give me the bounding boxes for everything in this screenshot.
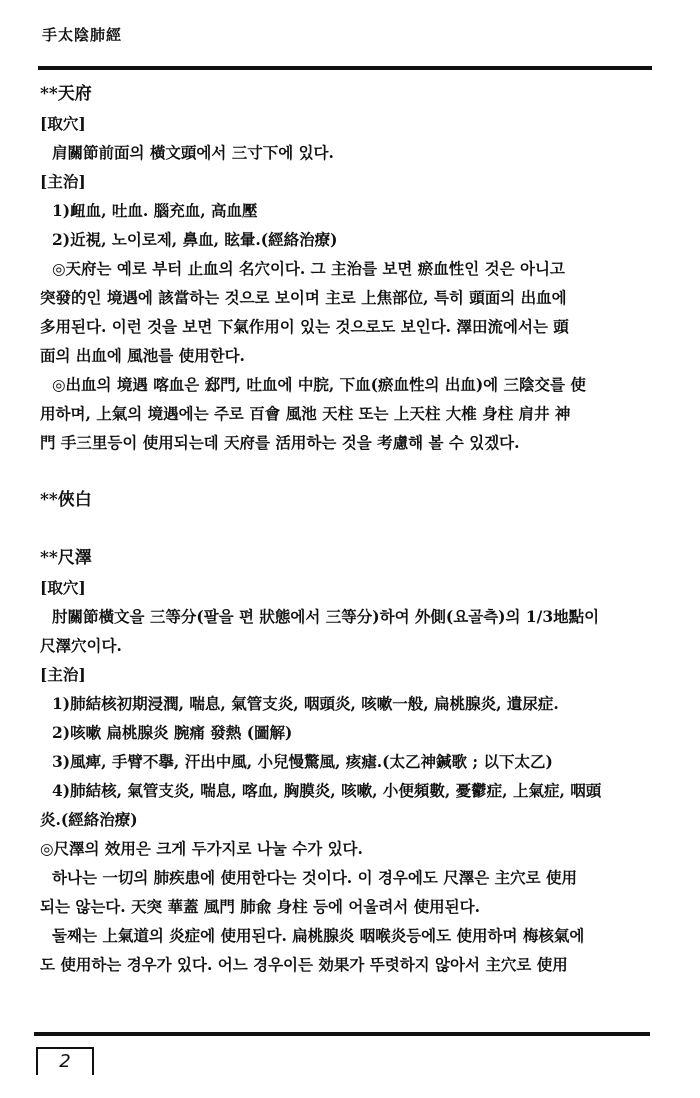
tianfu-comment1-line: ◎天府는 예로 부터 止血의 名穴이다. 그 主治를 보면 瘀血性인 것은 아니고 bbox=[52, 259, 565, 278]
chize-comment-line: 둘째는 上氣道의 炎症에 使用된다. 扁桃腺炎 咽喉炎등에도 使用하며 梅核氣에 bbox=[52, 926, 585, 945]
spacer bbox=[40, 457, 652, 486]
chize-quxue-label: [取穴] bbox=[40, 578, 86, 597]
bottom-rule bbox=[34, 1032, 650, 1036]
tianfu-comment2-line: 用하며, 上氣의 境遇에는 주로 百會 風池 天柱 또는 上天柱 大椎 身柱 肩井 神 bbox=[40, 404, 571, 423]
chize-quxue-line: 肘關節橫文을 三等分(팔을 편 狀態에서 三等分)하여 外側(요골측)의 1/3地點이 bbox=[52, 607, 600, 626]
tianfu-comment2-line: 門 手三里등이 使用되는데 天府를 活用하는 것을 考慮해 볼 수 있겠다. bbox=[40, 433, 520, 452]
tianfu-comment1-line: 突發的인 境遇에 該當하는 것으로 보이며 主로 上焦部位, 특히 頭面의 出血에 bbox=[40, 288, 567, 307]
page-content bbox=[40, 80, 652, 979]
chize-comment-line: ◎尺澤의 效用은 크게 두가지로 나눌 수가 있다. bbox=[40, 839, 363, 858]
chize-item: 4)肺結核, 氣管支炎, 喘息, 喀血, 胸膜炎, 咳嗽, 小便頻數, 憂鬱症, 上氣症, 咽頭 bbox=[52, 781, 602, 800]
tianfu-comment1-line: 多用된다. 이런 것을 보면 下氣作用이 있는 것으로도 보인다. 澤田流에서는 頭 bbox=[40, 317, 569, 336]
chize-item: 2)咳嗽 扁桃腺炎 腕痛 發熱 (圖解) bbox=[52, 723, 293, 742]
tianfu-comment2-line: ◎出血의 境遇 喀血은 郄門, 吐血에 中脘, 下血(瘀血性의 出血)에 三陰交를 使 bbox=[52, 375, 586, 394]
chize-comment-line: 하나는 一切의 肺疾患에 使用한다는 것이다. 이 경우에도 尺澤은 主穴로 使用 bbox=[52, 868, 577, 887]
tianfu-quxue-text: 肩關節前面의 橫文頭에서 三寸下에 있다. bbox=[52, 143, 334, 162]
chize-quxue-line: 尺澤穴이다. bbox=[40, 636, 122, 655]
tianfu-item: 2)近視, 노이로제, 鼻血, 眩暈.(經絡治療) bbox=[52, 230, 338, 249]
tianfu-comment1-line: 面의 出血에 風池를 使用한다. bbox=[40, 346, 245, 365]
chize-comment-line: 되는 않는다. 天突 華蓋 風門 肺兪 身柱 등에 어울려서 使用된다. bbox=[40, 897, 481, 916]
page-number: 2 bbox=[36, 1047, 94, 1075]
chize-comment-line: 도 使用하는 경우가 있다. 어느 경우이든 効果가 뚜렷하지 않아서 主穴로 使用 bbox=[40, 955, 568, 974]
section-title-tianfu: **天府 bbox=[40, 84, 92, 104]
chize-zhuzhi-label: [主治] bbox=[40, 665, 86, 684]
tianfu-zhuzhi-label: [主治] bbox=[40, 172, 86, 191]
top-rule bbox=[38, 66, 652, 70]
chize-item: 3)風痺, 手臂不擧, 汗出中風, 小兒慢驚風, 痎瘧.(太乙神鍼歌 ; 以下太乙) bbox=[52, 752, 553, 771]
tianfu-item: 1)衄血, 吐血. 腦充血, 高血壓 bbox=[52, 201, 258, 220]
tianfu-quxue-label: [取穴] bbox=[40, 114, 86, 133]
chize-item-cont: 炎.(經絡治療) bbox=[40, 810, 138, 829]
spacer bbox=[40, 515, 652, 544]
section-title-xiabai: **俠白 bbox=[40, 490, 92, 510]
section-title-chize: **尺澤 bbox=[40, 548, 92, 568]
chize-item: 1)肺結核初期浸潤, 喘息, 氣管支炎, 咽頭炎, 咳嗽一般, 扁桃腺炎, 遺尿症. bbox=[52, 694, 559, 713]
running-head: 手太陰肺經 bbox=[42, 26, 123, 44]
